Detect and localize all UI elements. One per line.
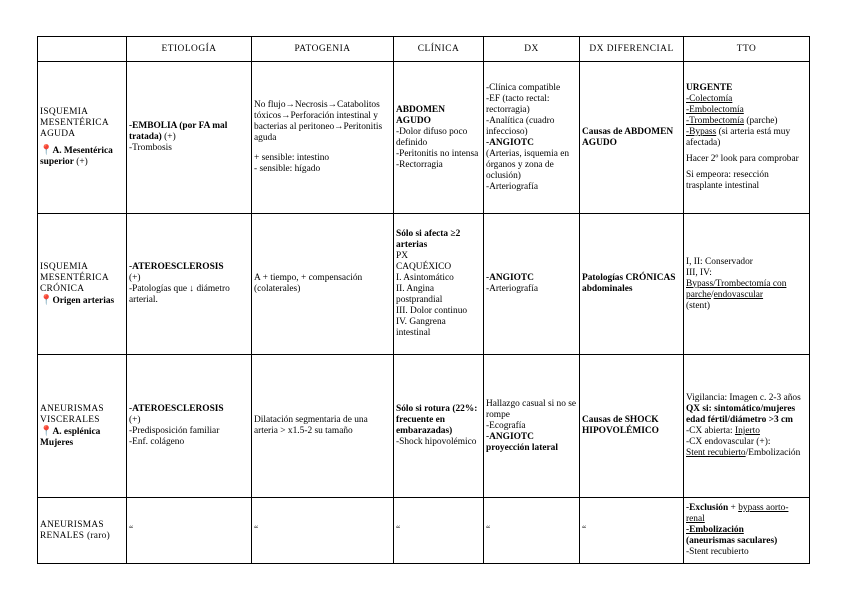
pathology-table — [37, 36, 810, 564]
table-row — [38, 214, 810, 355]
patogenia-cell: Dilatación segmentaria de una arteria > x1.5-2 su tamaño — [252, 355, 394, 498]
table-row — [38, 498, 810, 564]
table-row — [38, 355, 810, 498]
patogenia-cell: A + tiempo, + compensación (colaterales) — [252, 214, 394, 355]
row-subtitle: A. Mesentérica superior — [40, 146, 113, 167]
dx-cell: -ANGIOTC -Arteriografía — [484, 214, 580, 355]
dxdif-cell: Causas de SHOCK HIPOVOLÉMICO — [580, 355, 684, 498]
row-subtitle: Origen arterias — [52, 295, 115, 306]
header-clinica: CLÍNICA — [394, 37, 484, 62]
header-dx: DX — [484, 37, 580, 62]
patogenia-cell: No flujo→Necrosis→Catabolitos tóxicos→Perforación intestinal y bacterias al peritoneo→Peritonitis aguda + sensible: intestino - sensible: hígado — [252, 62, 394, 214]
row-label: ISQUEMIA MESENTÉRICA AGUDA 📍A. Mesentérica superior (+) — [38, 62, 127, 214]
row-title: ANEURISMAS VISCERALES — [40, 403, 104, 425]
clinica-cell: ABDOMEN AGUDO -Dolor difuso poco definido -Peritonitis no intensa -Rectorragia — [394, 62, 484, 214]
table-row — [38, 62, 810, 214]
pin-icon: 📍 — [40, 294, 53, 306]
header-tto: TTO — [684, 37, 810, 62]
dxdif-cell: “ — [580, 498, 684, 564]
header-etiologia: ETIOLOGÍA — [127, 37, 252, 62]
etiologia-cell: -ATEROESCLEROSIS (+) -Predisposición familiar -Enf. colágeno — [127, 355, 252, 498]
dx-cell: Hallazgo casual si no se rompe -Ecografía -ANGIOTC proyección lateral — [484, 355, 580, 498]
tto-cell: I, II: Conservador III, IV: Bypass/Trombectomía con parche/endovascular (stent) — [684, 214, 810, 355]
clinica-cell: Sólo si rotura (22%: frecuente en embarazadas) -Shock hipovolémico — [394, 355, 484, 498]
row-title: ISQUEMIA MESENTÉRICA AGUDA — [40, 107, 109, 139]
dx-cell: -Clínica compatible -EF (tacto rectal: rectorragia) -Analítica (cuadro infeccioso) -ANGIOTC (Arterias, isquemia en órganos y zona de oclusión) -Arteriografía — [484, 62, 580, 214]
clinica-cell: “ — [394, 498, 484, 564]
row-title: ISQUEMIA MESENTÉRICA CRÓNICA — [40, 261, 109, 294]
etiologia-cell: -EMBOLIA (por FA mal tratada) (+) -Trombosis — [127, 62, 252, 214]
dx-cell: “ — [484, 498, 580, 564]
row-label: ANEURISMAS RENALES (raro) — [38, 498, 127, 564]
header-row — [38, 37, 810, 62]
row-label — [38, 214, 127, 355]
tto-cell: URGENTE -Colectomía -Embolectomía -Trombectomía (parche) -Bypass (si arteria está muy afectada) Hacer 2º look para comprobar Si empeora: resección trasplante intestinal — [684, 62, 810, 214]
etiologia-cell: -ATEROESCLEROSIS (+) -Patologías que ↓ diámetro arterial. — [127, 214, 252, 355]
header-dx-diferencial: DX DIFERENCIAL — [580, 37, 684, 62]
header-empty — [38, 37, 127, 62]
pin-icon: 📍 — [40, 145, 53, 156]
tto-cell: -Exclusión + bypass aorto-renal -Embolización (aneurismas saculares) -Stent recubierto — [684, 498, 810, 564]
dxdif-cell: Causas de ABDOMEN AGUDO — [580, 62, 684, 214]
row-title: ANEURISMAS RENALES — [40, 519, 104, 541]
patogenia-cell: “ — [252, 498, 394, 564]
row-subtitle: A. esplénica — [52, 426, 101, 437]
clinica-cell: Sólo si afecta ≥2 arterias PX CAQUÉXICO I. Asintomático II. Angina postprandial III. Dolor continuo IV. Gangrena intestinal — [394, 214, 484, 355]
pin-icon: 📍 — [40, 425, 53, 437]
etiologia-cell: “ — [127, 498, 252, 564]
dxdif-cell: Patologías CRÓNICAS abdominales — [580, 214, 684, 355]
tto-cell: Vigilancia: Imagen c. 2-3 años QX si: sintomático/mujeres edad fértil/diámetro >3 cm -CX abierta: Injerto -CX endovascular (+): Stent recubierto/Embolización — [684, 355, 810, 498]
row-label: ANEURISMAS VISCERALES 📍A. esplénica Mujeres — [38, 355, 127, 498]
header-patogenia: PATOGENIA — [252, 37, 394, 62]
